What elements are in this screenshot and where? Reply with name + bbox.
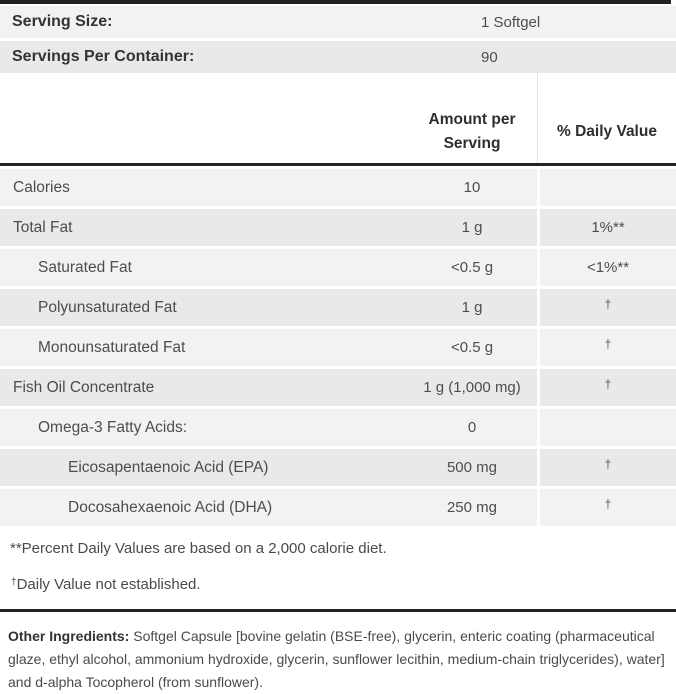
daily-value-cell: † bbox=[537, 289, 676, 326]
table-row-epa bbox=[0, 449, 676, 486]
table-row-fish-oil-concentrate bbox=[0, 369, 676, 406]
nutrient-label: Monounsaturated Fat bbox=[38, 338, 186, 356]
daily-value-header-label: % Daily Value bbox=[557, 123, 657, 140]
daily-value-header bbox=[537, 73, 676, 163]
other-ingredients-label: Other Ingredients: bbox=[8, 628, 130, 644]
servings-per-container-row bbox=[0, 41, 676, 73]
daily-value-cell: † bbox=[537, 369, 676, 406]
nutrient-label: Total Fat bbox=[13, 218, 73, 236]
amount-cell: 250 mg bbox=[446, 499, 498, 516]
nutrient-table bbox=[0, 169, 676, 526]
other-ingredients-paragraph bbox=[8, 625, 668, 694]
daily-value-cell: † bbox=[537, 449, 676, 486]
table-row-total-fat bbox=[0, 209, 676, 246]
nutrient-label: Docosahexaenoic Acid (DHA) bbox=[68, 498, 273, 516]
nutrient-label: Omega-3 Fatty Acids: bbox=[38, 418, 188, 436]
other-ingredients-text: Softgel Capsule [bovine gelatin (BSE-free), glycerin, enteric coating (pharmaceutical glaze, ethyl alcohol, ammonium hydroxide, glycerin, sunflower lecithin, medium-chain triglycerides), water] and d-alpha Tocopherol (from sunflower). bbox=[8, 628, 665, 690]
nutrient-label: Saturated Fat bbox=[38, 258, 132, 276]
serving-size-value: 1 Softgel bbox=[481, 13, 541, 31]
daily-value-not-established-footnote bbox=[0, 576, 676, 593]
daily-value-cell: 1%** bbox=[537, 209, 676, 246]
table-row-calories bbox=[0, 169, 676, 206]
top-divider-rule bbox=[0, 0, 671, 4]
amount-cell: 1 g (1,000 mg) bbox=[423, 379, 521, 396]
servings-per-container-value: 90 bbox=[481, 48, 498, 66]
nutrient-label: Calories bbox=[13, 178, 70, 196]
amount-cell: 1 g bbox=[461, 299, 483, 316]
amount-header-line1: Amount per bbox=[428, 111, 516, 128]
servings-per-container-label: Servings Per Container: bbox=[12, 48, 195, 65]
table-row-omega3-fatty-acids bbox=[0, 409, 676, 446]
percent-daily-value-footnote: **Percent Daily Values are based on a 2,000 calorie diet. bbox=[10, 540, 387, 557]
amount-cell: 0 bbox=[467, 419, 477, 436]
nutrient-label: Fish Oil Concentrate bbox=[13, 378, 155, 396]
dagger-symbol: † bbox=[11, 577, 17, 588]
dagger-footnote-text: Daily Value not established. bbox=[16, 576, 201, 593]
daily-value-cell: † bbox=[537, 489, 676, 526]
amount-cell: <0.5 g bbox=[450, 339, 494, 356]
amount-per-serving-header bbox=[407, 73, 537, 163]
amount-cell: <0.5 g bbox=[450, 259, 494, 276]
footer-divider-rule bbox=[0, 609, 676, 612]
amount-cell: 500 mg bbox=[446, 459, 498, 476]
serving-size-row bbox=[0, 6, 676, 38]
daily-value-cell: † bbox=[537, 329, 676, 366]
nutrient-column-spacer bbox=[0, 73, 407, 163]
table-row-monounsaturated-fat bbox=[0, 329, 676, 366]
daily-value-cell bbox=[537, 169, 676, 206]
table-row-polyunsaturated-fat bbox=[0, 289, 676, 326]
nutrient-label: Polyunsaturated Fat bbox=[38, 298, 177, 316]
amount-cell: 10 bbox=[463, 179, 481, 196]
header-divider-rule bbox=[0, 163, 676, 166]
amount-cell: 1 g bbox=[461, 219, 483, 236]
serving-size-label: Serving Size: bbox=[12, 13, 113, 30]
nutrient-label: Eicosapentaenoic Acid (EPA) bbox=[68, 458, 269, 476]
table-row-dha bbox=[0, 489, 676, 526]
table-row-saturated-fat bbox=[0, 249, 676, 286]
amount-header-line2: Serving bbox=[443, 135, 501, 152]
daily-value-cell: <1%** bbox=[537, 249, 676, 286]
table-column-header bbox=[0, 73, 676, 163]
daily-value-cell bbox=[537, 409, 676, 446]
